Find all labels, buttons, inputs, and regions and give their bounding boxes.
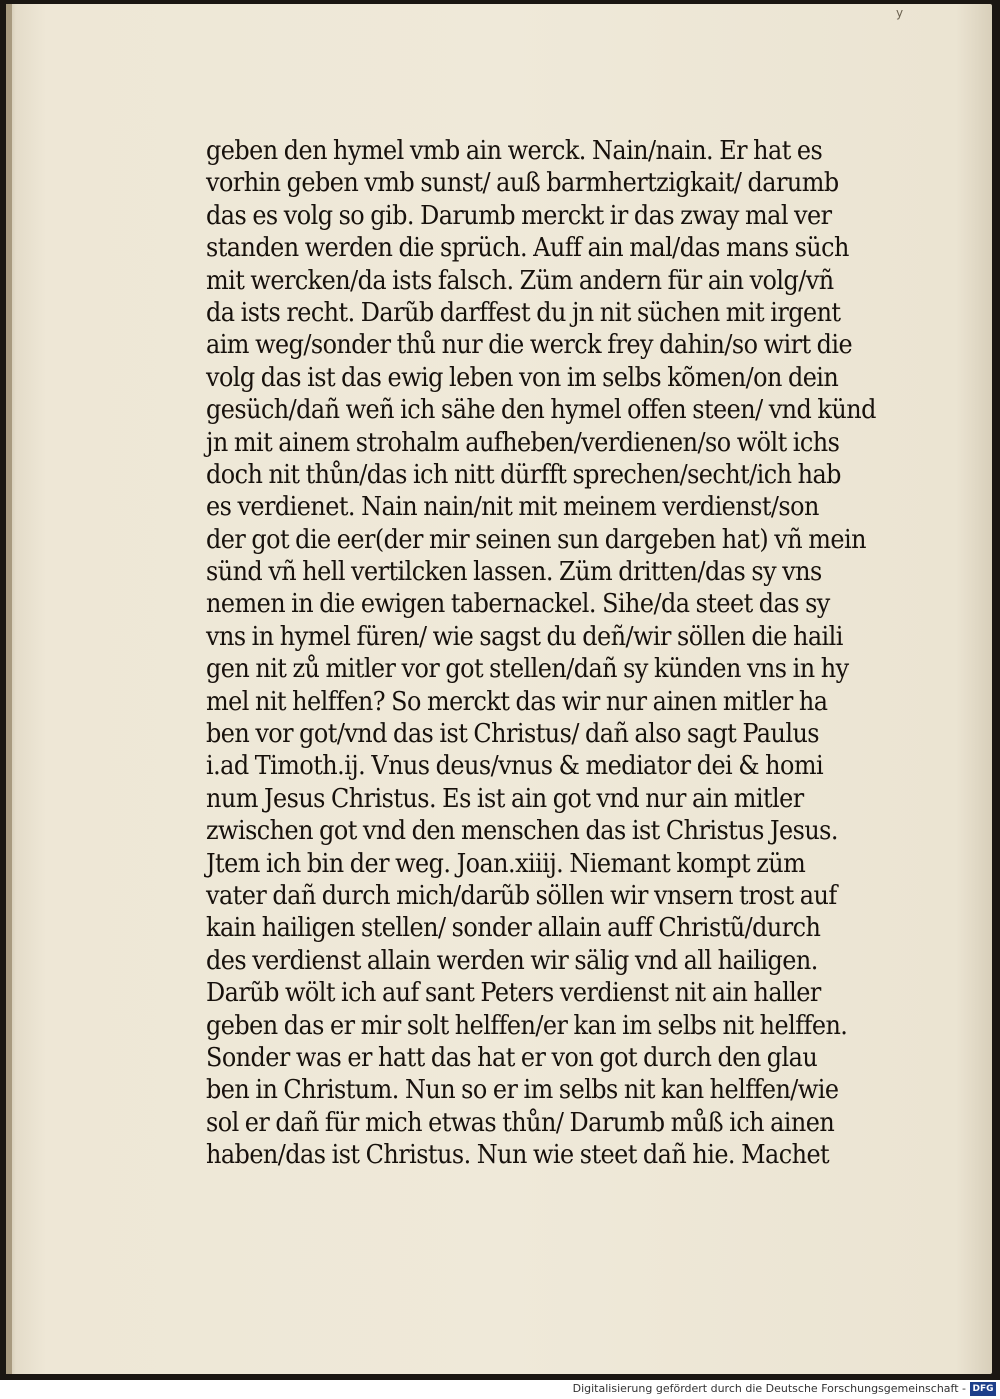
page-corner-mark: y: [896, 6, 904, 20]
text-line: kain hailigen stellen/ sonder allain auff Christũ/durch: [206, 913, 821, 944]
text-line: doch nit thůn/das ich nitt dürfft sprechen/secht/ich hab: [206, 459, 841, 490]
text-line: gesüch/dañ weñ ich sähe den hymel offen steen/ vnd künd: [206, 395, 876, 426]
text-line: i.ad Timoth.ij. Vnus deus/vnus & mediator dei & homi: [206, 751, 824, 782]
text-line: gen nit zů mitler vor got stellen/dañ sy künden vns in hy: [206, 654, 849, 685]
text-line: aim weg/sonder thů nur die werck frey dahin/so wirt die: [206, 330, 853, 361]
text-line: vater dañ durch mich/darũb söllen wir vnsern trost auf: [206, 880, 837, 911]
footer-bar: [0, 1380, 1000, 1399]
text-line: volg das ist das ewig leben von im selbs kõmen/on dein: [206, 362, 839, 393]
text-line: standen werden die sprüch. Auff ain mal/das mans süch: [206, 233, 849, 264]
text-line: geben den hymel vmb ain werck. Nain/nain. Er hat es: [206, 136, 823, 166]
text-line: ben in Christum. Nun so er im selbs nit kan helffen/wie: [206, 1075, 839, 1106]
digitization-credit: Digitalisierung gefördert durch die Deutsche Forschungsgemeinschaft -: [572, 1382, 966, 1395]
text-line: des verdienst allain werden wir sälig vnd all hailigen.: [206, 945, 818, 976]
text-line: num Jesus Christus. Es ist ain got vnd nur ain mitler: [206, 783, 804, 814]
page-text-block: [206, 135, 936, 1172]
text-line: Darũb wölt ich auf sant Peters verdienst nit ain haller: [206, 978, 821, 1009]
text-line: sol er dañ für mich etwas thůn/ Darumb můß ich ainen: [206, 1107, 835, 1138]
text-line: jn mit ainem strohalm aufheben/verdienen/so wölt ichs: [206, 427, 840, 458]
text-line: Sonder was er hatt das hat er von got durch den glau: [206, 1042, 818, 1073]
page-gutter-edge: [6, 4, 12, 1374]
text-line: da ists recht. Darũb darffest du jn nit süchen mit irgent: [206, 297, 841, 328]
text-line: ben vor got/vnd das ist Christus/ dañ also sagt Paulus: [206, 719, 820, 750]
text-line: der got die eer(der mir seinen sun dargeben hat) vñ mein: [206, 524, 866, 555]
text-line: nemen in die ewigen tabernackel. Sihe/da steet das sy: [206, 589, 830, 620]
text-line: vns in hymel füren/ wie sagst du deñ/wir söllen die haili: [206, 621, 843, 652]
text-line: geben das er mir solt helffen/er kan im selbs nit helffen.: [206, 1010, 848, 1041]
text-line: haben/das ist Christus. Nun wie steet dañ hie. Machet: [206, 1140, 830, 1171]
text-line: das es volg so gib. Darumb merckt ir das zway mal ver: [206, 200, 832, 231]
dfg-logo: DFG: [970, 1382, 996, 1396]
text-line: mel nit helffen? So merckt das wir nur ainen mitler ha: [206, 686, 828, 717]
text-line: es verdienet. Nain nain/nit mit meinem verdienst/son: [206, 492, 819, 523]
text-line: Jtem ich bin der weg. Joan.xiiij. Niemant kompt züm: [206, 848, 806, 879]
text-line: mit wercken/da ists falsch. Züm andern für ain volg/vñ: [206, 265, 834, 296]
text-line: sünd vñ hell vertilcken lassen. Züm dritten/das sy vns: [206, 557, 822, 588]
text-line: vorhin geben vmb sunst/ auß barmhertzigkait/ darumb: [206, 168, 839, 199]
text-line: zwischen got vnd den menschen das ist Christus Jesus.: [206, 816, 838, 847]
